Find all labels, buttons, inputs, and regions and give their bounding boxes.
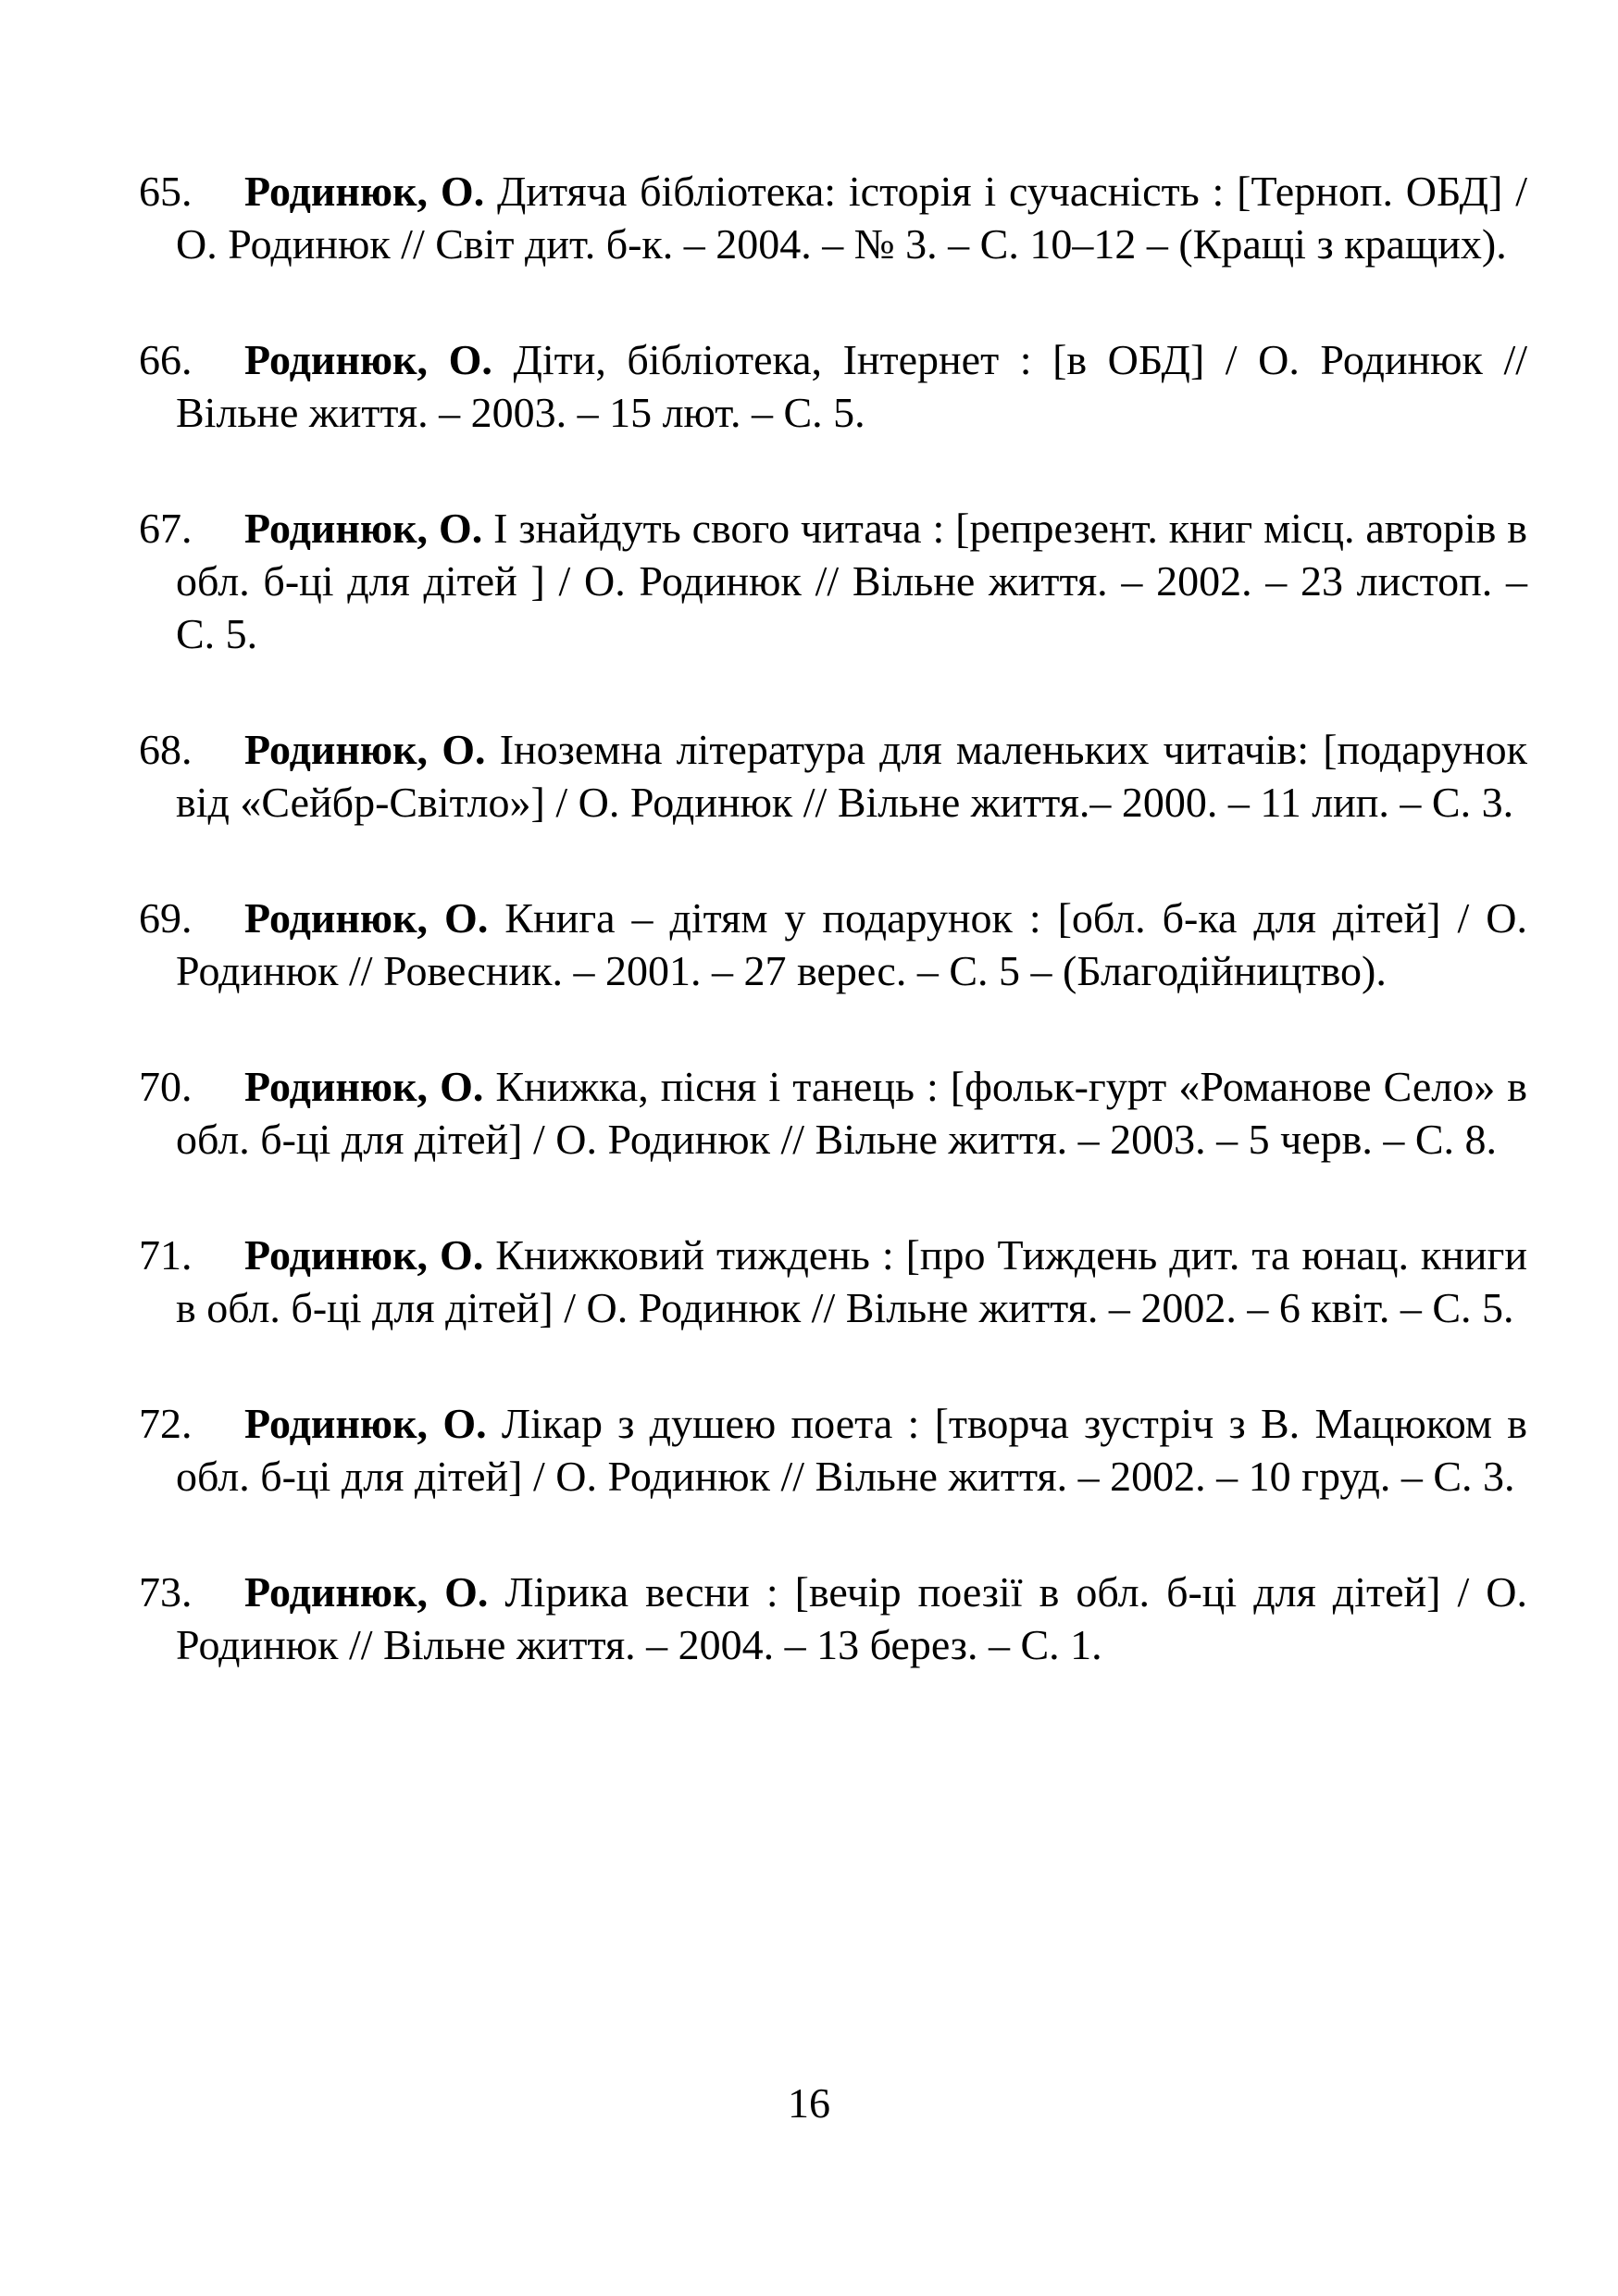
entry-author: Родинюк, О.	[244, 726, 486, 773]
entry-author: Родинюк, О.	[244, 168, 485, 215]
entry-number: 73.	[139, 1568, 193, 1616]
bibliography-entry-71	[139, 1229, 1527, 1334]
bibliography-list	[139, 165, 1527, 1734]
entry-number: 67.	[139, 505, 193, 552]
entry-text: Книжка, пісня і танець : [фольк-гурт «Романове Село» в обл. б-ці для дітей] / О. Родинюк // Вільне життя. – 2003. – 5 черв. – С. 8.	[176, 1063, 1528, 1163]
bibliography-entry-69	[139, 892, 1527, 997]
bibliography-entry-66	[139, 333, 1527, 439]
entry-text: Книга – дітям у подарунок : [обл. б-ка для дітей] / О. Родинюк // Ровесник. – 2001. – 27 верес. – С. 5 – (Благодійництво).	[176, 894, 1527, 994]
entry-author: Родинюк, О.	[244, 336, 492, 383]
entry-text: І знайдуть свого читача : [репрезент. книг місц. авторів в обл. б-ці для дітей ] / О. Родинюк // Вільне життя. – 2002. – 23 листоп. – С. 5.	[176, 505, 1527, 657]
entry-author: Родинюк, О.	[244, 894, 489, 942]
entry-number: 66.	[139, 336, 193, 383]
entry-text: Іноземна література для маленьких читачів: [подарунок від «Сейбр-Світло»] / О. Родинюк // Вільне життя.– 2000. – 11 лип. – С. 3.	[176, 726, 1527, 826]
bibliography-entry-70	[139, 1060, 1527, 1166]
entry-author: Родинюк, О.	[244, 1400, 487, 1447]
entry-number: 68.	[139, 726, 193, 773]
entry-number: 69.	[139, 894, 193, 942]
page-number: 16	[788, 2079, 830, 2127]
bibliography-entry-67	[139, 502, 1527, 660]
entry-text: Лірика весни : [вечір поезії в обл. б-ці для дітей] / О. Родинюк // Вільне життя. – 2004. – 13 берез. – С. 1.	[176, 1568, 1528, 1668]
entry-text: Лікар з душею поета : [творча зустріч з В. Мацюком в обл. б-ці для дітей] / О. Родинюк // Вільне життя. – 2002. – 10 груд. – С. 3.	[176, 1400, 1527, 1500]
entry-author: Родинюк, О.	[244, 1231, 484, 1279]
entry-number: 70.	[139, 1063, 193, 1110]
entry-author: Родинюк, О.	[244, 505, 483, 552]
entry-text: Дитяча бібліотека: історія і сучасність : [Терноп. ОБД] / О. Родинюк // Світ дит. б-к. – 2004. – № 3. – С. 10–12 – (Кращі з кращих).	[176, 168, 1528, 268]
entry-text: Діти, бібліотека, Інтернет : [в ОБД] / О. Родинюк // Вільне життя. – 2003. – 15 лют. – С. 5.	[176, 336, 1527, 436]
entry-author: Родинюк, О.	[244, 1568, 489, 1616]
entry-number: 65.	[139, 168, 193, 215]
entry-text: Книжковий тиждень : [про Тиждень дит. та юнац. книги в обл. б-ці для дітей] / О. Родинюк // Вільне життя. – 2002. – 6 квіт. – С. 5.	[176, 1231, 1528, 1331]
bibliography-entry-65	[139, 165, 1527, 270]
entry-number: 71.	[139, 1231, 193, 1279]
entry-author: Родинюк, О.	[244, 1063, 484, 1110]
bibliography-entry-72	[139, 1397, 1527, 1503]
entry-number: 72.	[139, 1400, 193, 1447]
bibliography-entry-73	[139, 1566, 1527, 1671]
bibliography-entry-68	[139, 723, 1527, 829]
